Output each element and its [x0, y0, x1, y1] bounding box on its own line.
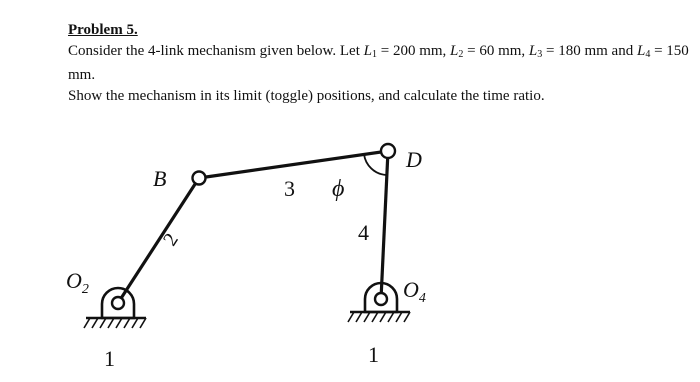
length-value-3: = 180 mm and [546, 43, 634, 59]
joint-d [381, 144, 395, 158]
length-symbol-4: L [636, 43, 646, 59]
problem-task: Show the mechanism in its limit (toggle) positions, and calculate the time ratio. [68, 88, 545, 104]
label-b: B [153, 166, 167, 191]
length-sub-2: 2 [458, 49, 464, 60]
length-value-2: = 60 mm, [467, 43, 526, 59]
joint-o2 [112, 297, 124, 309]
problem-title: Problem 5. [68, 22, 138, 38]
link-3 [199, 151, 388, 178]
label-d: D [406, 147, 422, 172]
problem-statement-continuation: mm. [68, 67, 96, 83]
label-ground-left: 1 [104, 346, 115, 371]
label-o2-main: O [66, 268, 82, 293]
label-o4-main: O [403, 277, 419, 302]
length-value-4: = 150 [654, 43, 689, 59]
label-phi: ϕ [332, 176, 345, 202]
length-symbol-1: L [363, 43, 372, 59]
joint-o4 [375, 293, 387, 305]
label-link-2: 2 [158, 229, 183, 250]
joint-b [193, 172, 206, 185]
label-o4-sub: 4 [418, 291, 426, 306]
length-symbol-2: L [450, 43, 459, 59]
label-o4 [403, 277, 426, 306]
label-o2-sub: 2 [81, 282, 89, 297]
length-symbol-3: L [528, 43, 538, 59]
label-ground-right: 1 [368, 342, 379, 367]
link-4 [381, 151, 388, 299]
length-sub-3: 3 [537, 49, 543, 60]
length-sub-1: 1 [371, 49, 377, 60]
label-link-3: 3 [284, 176, 295, 201]
link-2 [118, 178, 199, 303]
label-o2 [66, 268, 89, 297]
length-value-1: = 200 mm, [380, 43, 447, 59]
problem-intro: Consider the 4-link mechanism given below. Let [68, 43, 360, 59]
label-link-4: 4 [358, 220, 369, 245]
length-sub-4: 4 [645, 49, 651, 60]
